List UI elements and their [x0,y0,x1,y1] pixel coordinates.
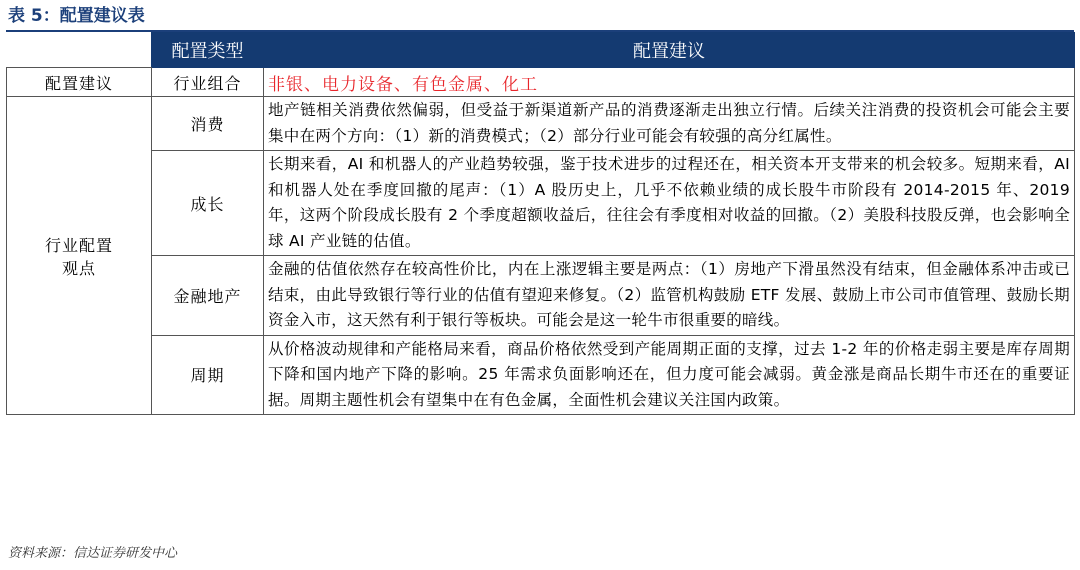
views-label [7,97,152,415]
view-row-growth [7,151,1075,256]
allocation-table [6,32,1075,415]
view-sub-growth: 成长 [152,151,264,256]
allocation-industries: 非银、电力设备、有色金属、化工 [264,68,1075,97]
source-note: 资料来源：信达证券研发中心 [8,546,178,561]
view-text-finance: 金融的估值依然存在较高性价比，内在上涨逻辑主要是两点：（1）房地产下滑虽然没有结束，但金融体系冲击或已结束，由此导致银行等行业的估值有望迎来修复。（2）监管机构鼓励 ETF 发展、鼓励上市公司市值管理、鼓励长期资金入市，这天然有利于银行等板块。可能会是这一轮牛市很重要的暗线。 [264,256,1075,336]
view-text-consumption: 地产链相关消费依然偏弱，但受益于新渠道新产品的消费逐渐走出独立行情。后续关注消费的投资机会可能会主要集中在两个方向：（1）新的消费模式；（2）部分行业可能会有较强的高分红属性。 [264,97,1075,151]
views-label-line2: 观点 [61,258,96,278]
table-title: 表 5：配置建议表 [8,6,145,26]
header-row [7,33,1075,68]
header-type: 配置类型 [152,33,264,68]
view-sub-consumption: 消费 [152,97,264,151]
header-blank-cell [7,33,152,68]
view-row-consumption [7,97,1075,151]
allocation-sub: 行业组合 [152,68,264,97]
view-text-growth: 长期来看，AI 和机器人的产业趋势较强，鉴于技术进步的过程还在，相关资本开支带来的机会较多。短期来看，AI 和机器人处在季度回撤的尾声：（1）A 股历史上，几乎不依赖业绩的成长股牛市阶段有 2014-2015 年、2019 年，这两个阶段成长股有 2 个季度超额收益后，往往会有季度相对收益的回撤。（2）美股科技股反弹，也会影响全球 AI 产业链的估值。 [264,151,1075,256]
allocation-label: 配置建议 [7,68,152,97]
view-sub-cyclical: 周期 [152,335,264,415]
views-label-line1: 行业配置 [44,235,113,255]
allocation-row [7,68,1075,97]
view-row-cyclical [7,335,1075,415]
view-sub-finance: 金融地产 [152,256,264,336]
view-text-cyclical: 从价格波动规律和产能格局来看，商品价格依然受到产能周期正面的支撑，过去 1-2 年的价格走弱主要是库存周期下降和国内地产下降的影响。25 年需求负面影响还在，但力度可能会减弱。黄金涨是商品长期牛市还在的重要证据。周期主题性机会有望集中在有色金属，全面性机会建议关注国内政策。 [264,335,1075,415]
view-row-finance [7,256,1075,336]
header-advice: 配置建议 [264,33,1075,68]
